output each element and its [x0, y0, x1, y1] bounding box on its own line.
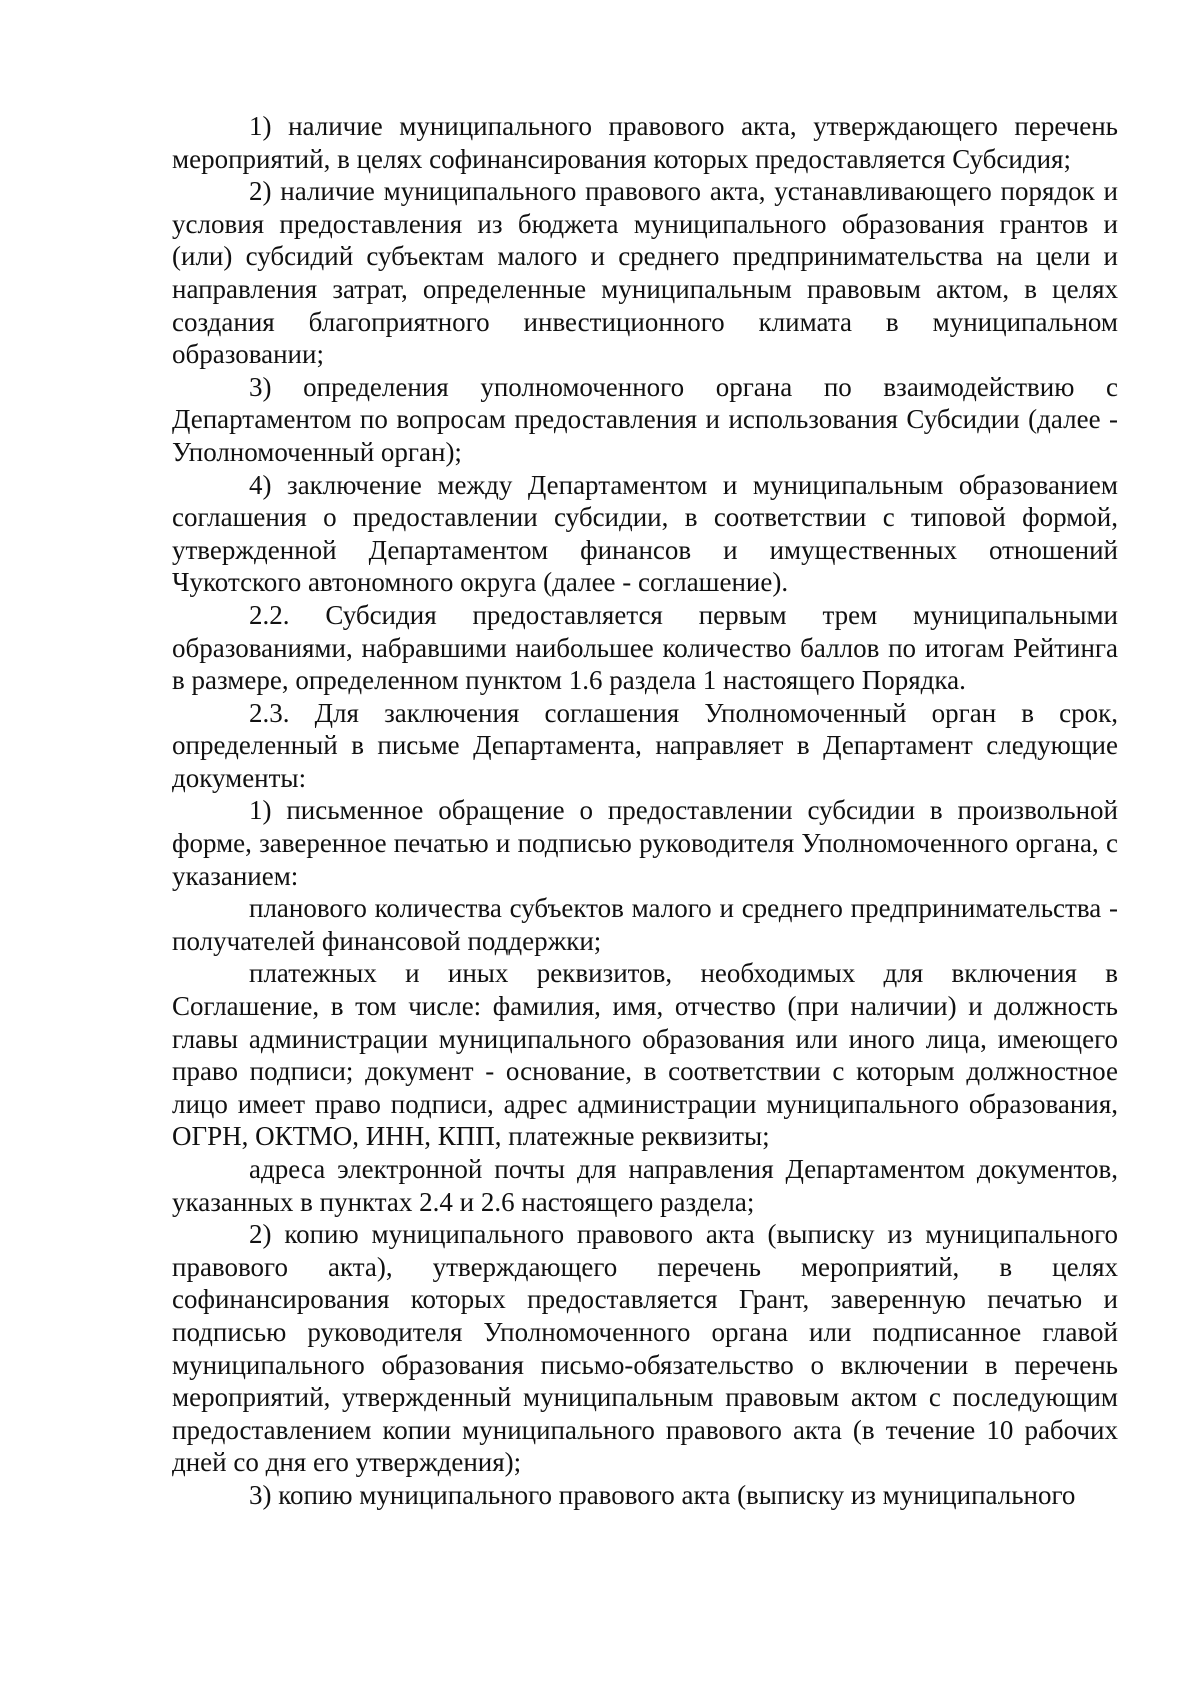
- paragraph-6: 2.3. Для заключения соглашения Уполномоченный орган в срок, определенный в письме Департамента, направляет в Департамент следующие документы:: [172, 697, 1118, 793]
- paragraph-3: 3) определения уполномоченного органа по взаимодействию с Департаментом по вопросам предоставления и использования Субсидии (далее - Уполномоченный орган);: [172, 371, 1118, 467]
- paragraph-8: планового количества субъектов малого и среднего предпринимательства - получателей финансовой поддержки;: [172, 893, 1118, 956]
- paragraph-1: 1) наличие муниципального правового акта, утверждающего перечень мероприятий, в целях софинансирования которых предоставляется Субсидия;: [172, 111, 1118, 174]
- paragraph-9: платежных и иных реквизитов, необходимых для включения в Соглашение, в том числе: фамилия, имя, отчество (при наличии) и должность главы администрации муниципального образования или иного лица, имеющего право подписи; документ - основание, в соответствии с которым должностное лицо имеет право подписи, адрес администрации муниципального образования, ОГРН, ОКТМО, ИНН, КПП, платежные реквизиты;: [172, 958, 1118, 1152]
- paragraph-10: адреса электронной почты для направления Департаментом документов, указанных в пунктах 2.4 и 2.6 настоящего раздела;: [172, 1154, 1118, 1217]
- paragraph-7: 1) письменное обращение о предоставлении субсидии в произвольной форме, заверенное печатью и подписью руководителя Уполномоченного органа, с указанием:: [172, 795, 1118, 891]
- paragraph-11: 2) копию муниципального правового акта (выписку из муниципального правового акта), утверждающего перечень мероприятий, в целях софинансирования которых предоставляется Грант, заверенную печатью и подписью руководителя Уполномоченного органа или подписанное главой муниципального образования письмо-обязательство о включении в перечень мероприятий, утвержденный муниципальным правовым актом с последующим предоставлением копии муниципального правового акта (в течение 10 рабочих дней со дня его утверждения);: [172, 1219, 1118, 1478]
- paragraph-2: 2) наличие муниципального правового акта, устанавливающего порядок и условия предоставления из бюджета муниципального образования грантов и (или) субсидий субъектам малого и среднего предпринимательства на цели и направления затрат, определенные муниципальным правовым актом, в целях создания благоприятного инвестиционного климата в муниципальном образовании;: [172, 176, 1118, 370]
- document-page: [172, 110, 1118, 1512]
- paragraph-4: 4) заключение между Департаментом и муниципальным образованием соглашения о предоставлении субсидии, в соответствии с типовой формой, утвержденной Департаментом финансов и имущественных отношений Чукотского автономного округа (далее - соглашение).: [172, 469, 1118, 598]
- paragraph-5: 2.2. Субсидия предоставляется первым трем муниципальными образованиями, набравшими наибольшее количество баллов по итогам Рейтинга в размере, определенном пунктом 1.6 раздела 1 настоящего Порядка.: [172, 599, 1118, 696]
- paragraph-12: 3) копию муниципального правового акта (выписку из муниципального: [249, 1479, 1076, 1510]
